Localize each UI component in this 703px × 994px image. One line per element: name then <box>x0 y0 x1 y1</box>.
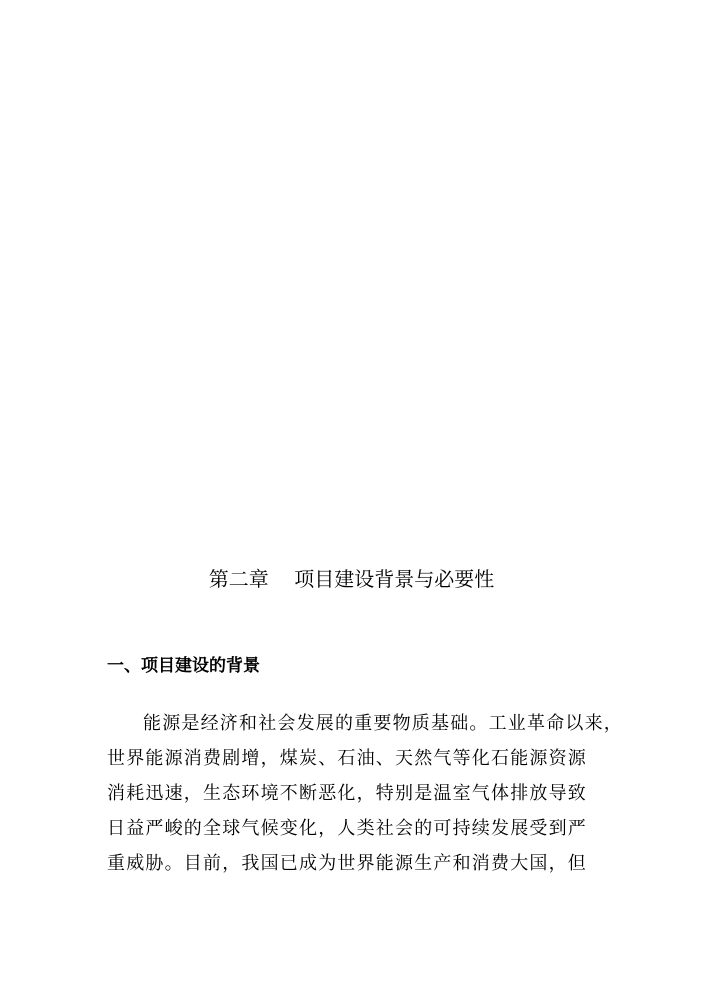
chapter-title: 第二章 项目建设背景与必要性 <box>208 567 495 591</box>
paragraph-line: 世界能源消费剧增，煤炭、石油、天然气等化石能源资源 <box>107 748 587 769</box>
paragraph-line: 消耗迅速，生态环境不断恶化，特别是温室气体排放导致 <box>107 783 587 804</box>
section-heading: 一、项目建设的背景 <box>107 656 260 676</box>
paragraph-line: 日益严峻的全球气候变化，人类社会的可持续发展受到严 <box>107 818 587 839</box>
body-paragraph <box>107 706 623 881</box>
paragraph-line: 重威胁。目前，我国已成为世界能源生产和消费大国，但 <box>107 853 587 874</box>
paragraph-line: 能源是经济和社会发展的重要物质基础。工业革命以来， <box>143 713 623 734</box>
